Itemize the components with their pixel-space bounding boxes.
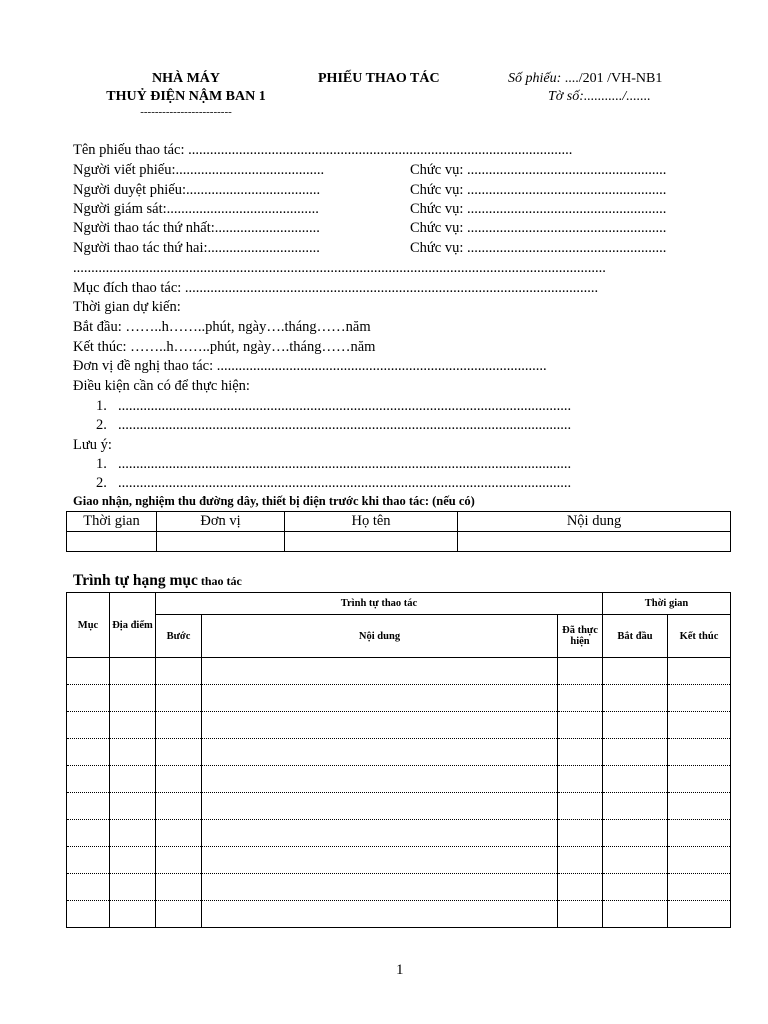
org-underline: -------------------------	[140, 106, 232, 118]
table-cell[interactable]	[67, 712, 110, 739]
table-cell[interactable]	[668, 874, 731, 901]
table-cell[interactable]	[67, 793, 110, 820]
handover-table	[66, 511, 731, 552]
table-cell[interactable]	[202, 658, 558, 685]
conditions-label: Điều kiện cần có để thực hiện:	[73, 378, 250, 394]
table-cell[interactable]	[668, 766, 731, 793]
sheet-number-value: .........../.......	[583, 89, 651, 104]
approver-field: Người duyệt phiếu:.....................................	[73, 182, 321, 198]
table-cell[interactable]	[558, 874, 603, 901]
table-cell[interactable]	[668, 658, 731, 685]
sequence-title-suffix: thao tác	[197, 574, 242, 588]
header-done: Đã thực hiện	[558, 615, 603, 658]
table-cell[interactable]	[110, 739, 156, 766]
table-cell[interactable]	[202, 874, 558, 901]
table-cell[interactable]	[67, 874, 110, 901]
supervisor-position-field: Chức vụ: .......................................................	[410, 201, 667, 217]
table-cell[interactable]	[67, 820, 110, 847]
table-cell[interactable]	[67, 532, 157, 552]
end-time-field: Kết thúc: ……..h……..phút, ngày….tháng……năm	[73, 339, 376, 355]
purpose-field: Mục đích thao tác: ..................................................................................................................	[73, 280, 599, 296]
table-cell[interactable]	[156, 820, 202, 847]
table-cell[interactable]	[202, 847, 558, 874]
table-cell[interactable]	[202, 793, 558, 820]
table-cell[interactable]	[558, 901, 603, 928]
sheet-number	[548, 89, 651, 105]
table-cell[interactable]	[202, 712, 558, 739]
table-row	[67, 793, 731, 820]
handover-header-unit: Đơn vị	[157, 512, 285, 532]
note-item-1-number: 1.	[96, 456, 107, 472]
table-cell[interactable]	[67, 847, 110, 874]
table-cell[interactable]	[156, 766, 202, 793]
start-time-field: Bắt đầu: ……..h……..phút, ngày….tháng……năm	[73, 319, 371, 335]
table-cell[interactable]	[668, 685, 731, 712]
ticket-number-label: Số phiếu:	[508, 71, 562, 86]
table-cell[interactable]	[558, 685, 603, 712]
table-row	[67, 685, 731, 712]
header-muc: Mục	[67, 593, 110, 658]
table-cell[interactable]	[156, 685, 202, 712]
writer-position-field: Chức vụ: .......................................................	[410, 162, 667, 178]
handover-caption: Giao nhận, nghiệm thu đường dây, thiết bị điện trước khi thao tác: (nếu có)	[73, 494, 475, 508]
condition-item-2-number: 2.	[96, 417, 107, 433]
table-cell[interactable]	[603, 685, 668, 712]
table-cell[interactable]	[603, 820, 668, 847]
table-cell[interactable]	[603, 712, 668, 739]
note-item-2-number: 2.	[96, 475, 107, 491]
sequence-title	[73, 572, 242, 590]
header-content: Nội dung	[202, 615, 558, 658]
table-cell[interactable]	[558, 766, 603, 793]
table-cell[interactable]	[110, 766, 156, 793]
sequence-table	[66, 592, 731, 928]
page-number: 1	[396, 962, 404, 978]
note-item-1-dots: .............................................................................................................................	[118, 456, 572, 472]
header-end: Kết thúc	[668, 615, 731, 658]
requesting-unit-field: Đơn vị đề nghị thao tác: ...........................................................................................	[73, 358, 547, 374]
table-cell[interactable]	[558, 847, 603, 874]
table-cell[interactable]	[67, 685, 110, 712]
condition-item-1-number: 1.	[96, 398, 107, 414]
condition-item-1-dots: .............................................................................................................................	[118, 398, 572, 414]
table-row	[67, 847, 731, 874]
sheet-number-label: Tờ số:	[548, 89, 584, 104]
supervisor-field: Người giám sát:..........................................	[73, 201, 319, 217]
table-cell[interactable]	[668, 739, 731, 766]
table-cell[interactable]	[603, 739, 668, 766]
ticket-name-field: Tên phiếu thao tác: ..........................................................................................................	[73, 142, 573, 158]
table-row	[67, 658, 731, 685]
note-item-2-dots: .............................................................................................................................	[118, 475, 572, 491]
table-cell[interactable]	[156, 793, 202, 820]
table-cell[interactable]	[156, 739, 202, 766]
table-cell[interactable]	[110, 847, 156, 874]
table-cell[interactable]	[668, 901, 731, 928]
header-step: Bước	[156, 615, 202, 658]
table-cell[interactable]	[156, 874, 202, 901]
table-cell[interactable]	[67, 658, 110, 685]
operator2-position-field: Chức vụ: .......................................................	[410, 240, 667, 256]
table-cell[interactable]	[558, 739, 603, 766]
table-cell[interactable]	[67, 766, 110, 793]
planned-time-label: Thời gian dự kiến:	[73, 299, 181, 315]
table-row	[67, 532, 731, 552]
table-cell[interactable]	[156, 712, 202, 739]
table-cell[interactable]	[67, 901, 110, 928]
table-cell[interactable]	[110, 712, 156, 739]
table-cell[interactable]	[110, 793, 156, 820]
table-cell[interactable]	[603, 658, 668, 685]
table-cell[interactable]	[110, 685, 156, 712]
table-cell[interactable]	[110, 658, 156, 685]
handover-header-time: Thời gian	[67, 512, 157, 532]
header-time: Thời gian	[603, 593, 731, 615]
sequence-title-main: Trình tự hạng mục	[73, 572, 198, 589]
table-cell[interactable]	[558, 658, 603, 685]
table-row	[67, 901, 731, 928]
approver-position-field: Chức vụ: .......................................................	[410, 182, 667, 198]
ticket-number-value: ..../201 /VH-NB1	[564, 71, 663, 86]
table-cell[interactable]	[558, 820, 603, 847]
table-cell[interactable]	[458, 532, 731, 552]
header-start: Bắt đầu	[603, 615, 668, 658]
handover-header-content: Nội dung	[458, 512, 731, 532]
operator2-field: Người thao tác thứ hai:...............................	[73, 240, 320, 256]
blank-dotted-line: ...................................................................................................................................................	[73, 260, 606, 276]
table-row	[67, 766, 731, 793]
table-cell[interactable]	[603, 766, 668, 793]
table-row	[67, 739, 731, 766]
table-cell[interactable]	[110, 820, 156, 847]
table-cell[interactable]	[67, 739, 110, 766]
table-cell[interactable]	[668, 712, 731, 739]
table-cell[interactable]	[603, 874, 668, 901]
operator1-position-field: Chức vụ: .......................................................	[410, 220, 667, 236]
table-cell[interactable]	[156, 847, 202, 874]
header-sequence: Trình tự thao tác	[156, 593, 603, 615]
table-cell[interactable]	[202, 901, 558, 928]
table-cell[interactable]	[110, 901, 156, 928]
table-cell[interactable]	[668, 793, 731, 820]
table-row	[67, 712, 731, 739]
table-cell[interactable]	[202, 685, 558, 712]
table-row	[67, 874, 731, 901]
table-cell[interactable]	[285, 532, 458, 552]
table-cell[interactable]	[110, 874, 156, 901]
table-cell[interactable]	[668, 847, 731, 874]
table-cell[interactable]	[202, 820, 558, 847]
table-cell[interactable]	[603, 901, 668, 928]
org-name-line2: THUỶ ĐIỆN NẬM BAN 1	[106, 89, 266, 104]
header-location: Địa điểm	[110, 593, 156, 658]
table-cell[interactable]	[558, 712, 603, 739]
form-title: PHIẾU THAO TÁC	[318, 71, 440, 86]
table-cell[interactable]	[603, 793, 668, 820]
table-cell[interactable]	[157, 532, 285, 552]
table-row	[67, 820, 731, 847]
org-name-line1: NHÀ MÁY	[151, 71, 221, 86]
table-cell[interactable]	[156, 901, 202, 928]
table-cell[interactable]	[202, 766, 558, 793]
table-cell[interactable]	[603, 847, 668, 874]
table-cell[interactable]	[558, 793, 603, 820]
table-cell[interactable]	[668, 820, 731, 847]
writer-field: Người viết phiếu:.........................................	[73, 162, 325, 178]
table-cell[interactable]	[156, 658, 202, 685]
table-cell[interactable]	[202, 739, 558, 766]
notes-label: Lưu ý:	[73, 437, 112, 453]
ticket-number	[508, 71, 662, 87]
condition-item-2-dots: .............................................................................................................................	[118, 417, 572, 433]
operator1-field: Người thao tác thứ nhất:.............................	[73, 220, 320, 236]
handover-header-name: Họ tên	[285, 512, 458, 532]
